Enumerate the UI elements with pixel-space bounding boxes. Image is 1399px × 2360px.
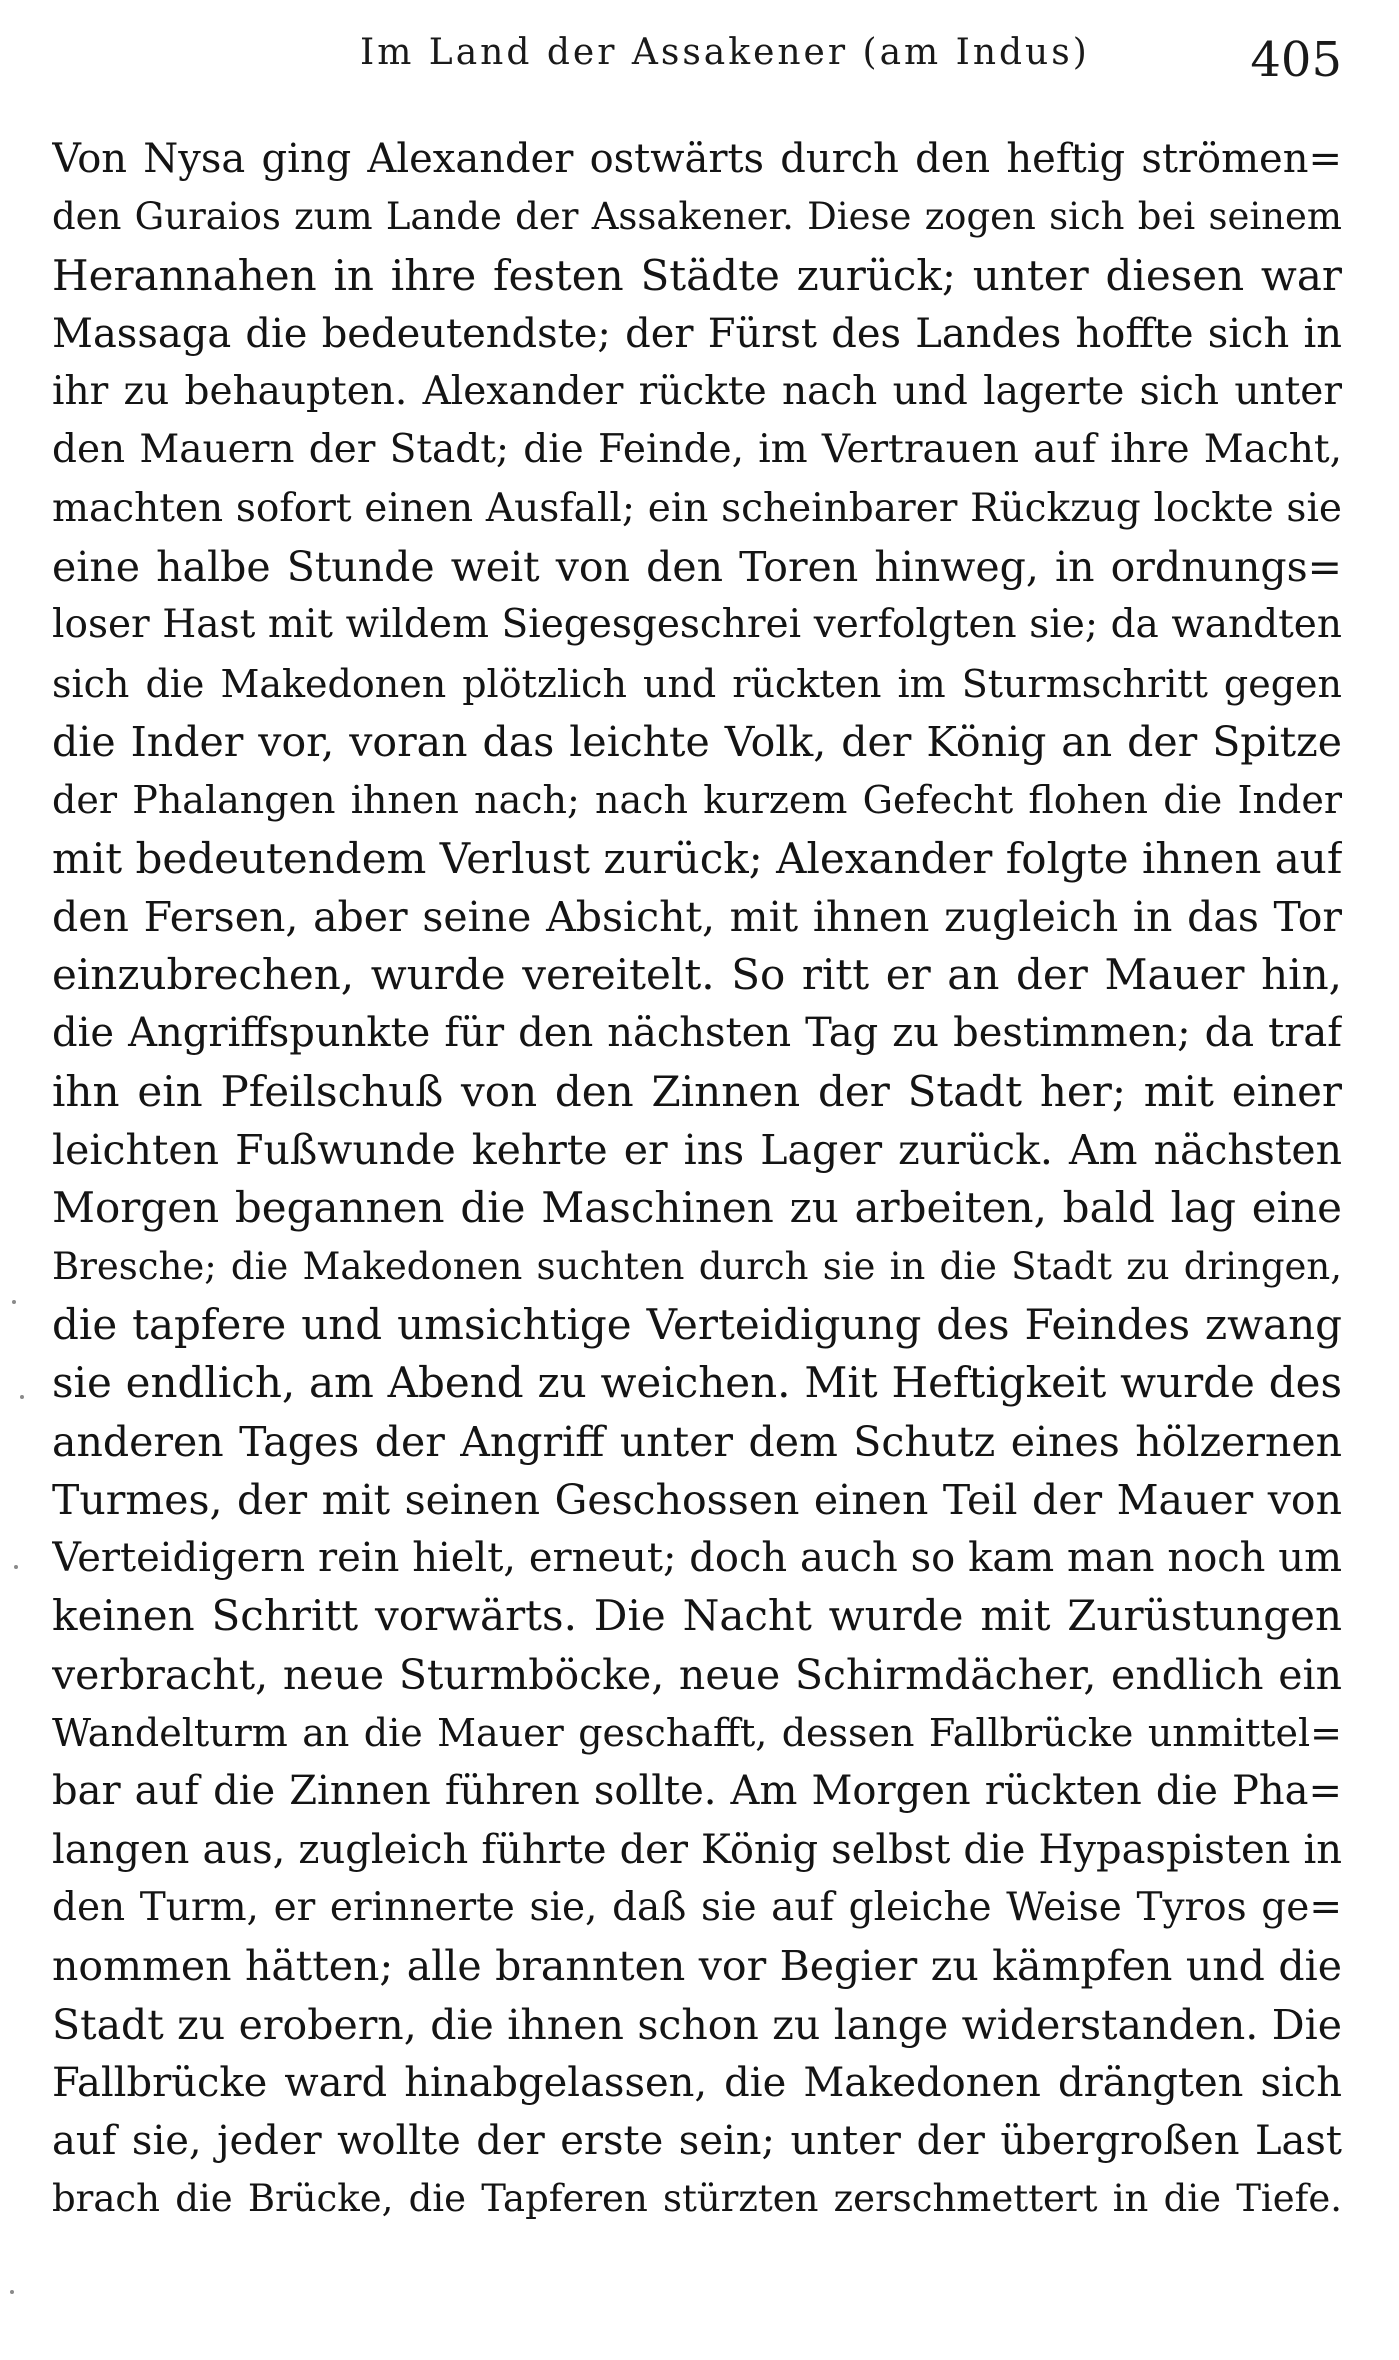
text-line: anderen Tages der Angriff unter dem Schutz eines hölzernen	[52, 1417, 1342, 1466]
text-line: einzubrechen, wurde vereitelt. So ritt er an der Mauer hin,	[52, 950, 1342, 1000]
text-line: Fallbrücke ward hinabgelassen, die Makedonen drängten sich	[52, 2059, 1342, 2106]
text-line: loser Hast mit wildem Siegesgeschrei verfolgten sie; da wandten	[52, 602, 1342, 648]
scan-speck	[14, 1565, 18, 1569]
scan-speck	[10, 2290, 14, 2294]
text-line: Morgen begannen die Maschinen zu arbeiten, bald lag eine	[52, 1183, 1342, 1233]
text-line: Massaga die bedeutendste; der Fürst des Landes hoffte sich in	[52, 310, 1342, 357]
running-head: Im Land der Assakener (am Indus)	[360, 32, 1090, 73]
text-line: leichten Fußwunde kehrte er ins Lager zurück. Am nächsten	[52, 1126, 1342, 1175]
text-line: mit bedeutendem Verlust zurück; Alexander folgte ihnen auf	[52, 833, 1342, 883]
text-line: nommen hätten; alle brannten vor Begier zu kämpfen und die	[52, 1942, 1342, 1991]
text-line: Stadt zu erobern, die ihnen schon zu lange widerstanden. Die	[52, 2000, 1342, 2049]
scan-speck	[12, 1300, 16, 1304]
text-line: den Guraios zum Lande der Assakener. Diese zogen sich bei seinem	[52, 195, 1342, 239]
text-line: den Fersen, aber seine Absicht, mit ihnen zugleich in das Tor	[52, 892, 1342, 941]
text-line: bar auf die Zinnen führen sollte. Am Morgen rückten die Pha=	[52, 1768, 1342, 1815]
text-line: die tapfere und umsichtige Verteidigung des Feindes zwang	[52, 1299, 1342, 1349]
text-line: Verteidigern rein hielt, erneut; doch auch so kam man noch um	[52, 1535, 1342, 1582]
text-line: der Phalangen ihnen nach; nach kurzem Gefecht flohen die Inder	[52, 778, 1342, 823]
text-line: sie endlich, am Abend zu weichen. Mit Heftigkeit wurde des	[52, 1358, 1342, 1408]
text-line: Bresche; die Makedonen suchten durch sie in die Stadt zu dringen,	[52, 1244, 1342, 1288]
body-text	[52, 130, 1342, 2229]
scan-speck	[20, 1395, 24, 1399]
text-line: die Angriffspunkte für den nächsten Tag zu bestimmen; da traf	[52, 1010, 1342, 1057]
page-number: 405	[1250, 32, 1342, 88]
text-line: keinen Schritt vorwärts. Die Nacht wurde mit Zurüstungen	[52, 1591, 1342, 1641]
text-line: Von Nysa ging Alexander ostwärts durch den heftig strömen=	[52, 136, 1342, 182]
text-line: verbracht, neue Sturmböcke, neue Schirmdächer, endlich ein	[52, 1650, 1342, 1699]
text-line: machten sofort einen Ausfall; ein scheinbarer Rückzug lockte sie	[52, 485, 1342, 531]
text-line: auf sie, jeder wollte der erste sein; unter der übergroßen Last	[52, 2118, 1342, 2165]
text-line: ihr zu behaupten. Alexander rückte nach und lagerte sich unter	[52, 369, 1342, 415]
text-line: sich die Makedonen plötzlich und rückten im Sturmschritt gegen	[52, 661, 1342, 706]
text-line: die Inder vor, voran das leichte Volk, der König an der Spitze	[52, 717, 1342, 766]
text-line: langen aus, zugleich führte der König selbst die Hypaspisten in	[52, 1826, 1342, 1873]
text-line: den Turm, er erinnerte sie, daß sie auf gleiche Weise Tyros ge=	[52, 1884, 1342, 1930]
text-line: brach die Brücke, die Tapferen stürzten zerschmettert in die Tiefe.	[52, 2177, 1342, 2221]
text-line: den Mauern der Stadt; die Feinde, im Vertrauen auf ihre Macht,	[52, 427, 1342, 473]
text-line: Wandelturm an die Mauer geschafft, dessen Fallbrücke unmittel=	[52, 1711, 1342, 1756]
text-line: Turmes, der mit seinen Geschossen einen Teil der Mauer von	[52, 1475, 1342, 1524]
text-line: ihn ein Pfeilschuß von den Zinnen der Stadt her; mit einer	[52, 1066, 1342, 1116]
text-line: Herannahen in ihre festen Städte zurück; unter diesen war	[52, 250, 1342, 300]
text-line: eine halbe Stunde weit von den Toren hinweg, in ordnungs=	[52, 543, 1342, 592]
